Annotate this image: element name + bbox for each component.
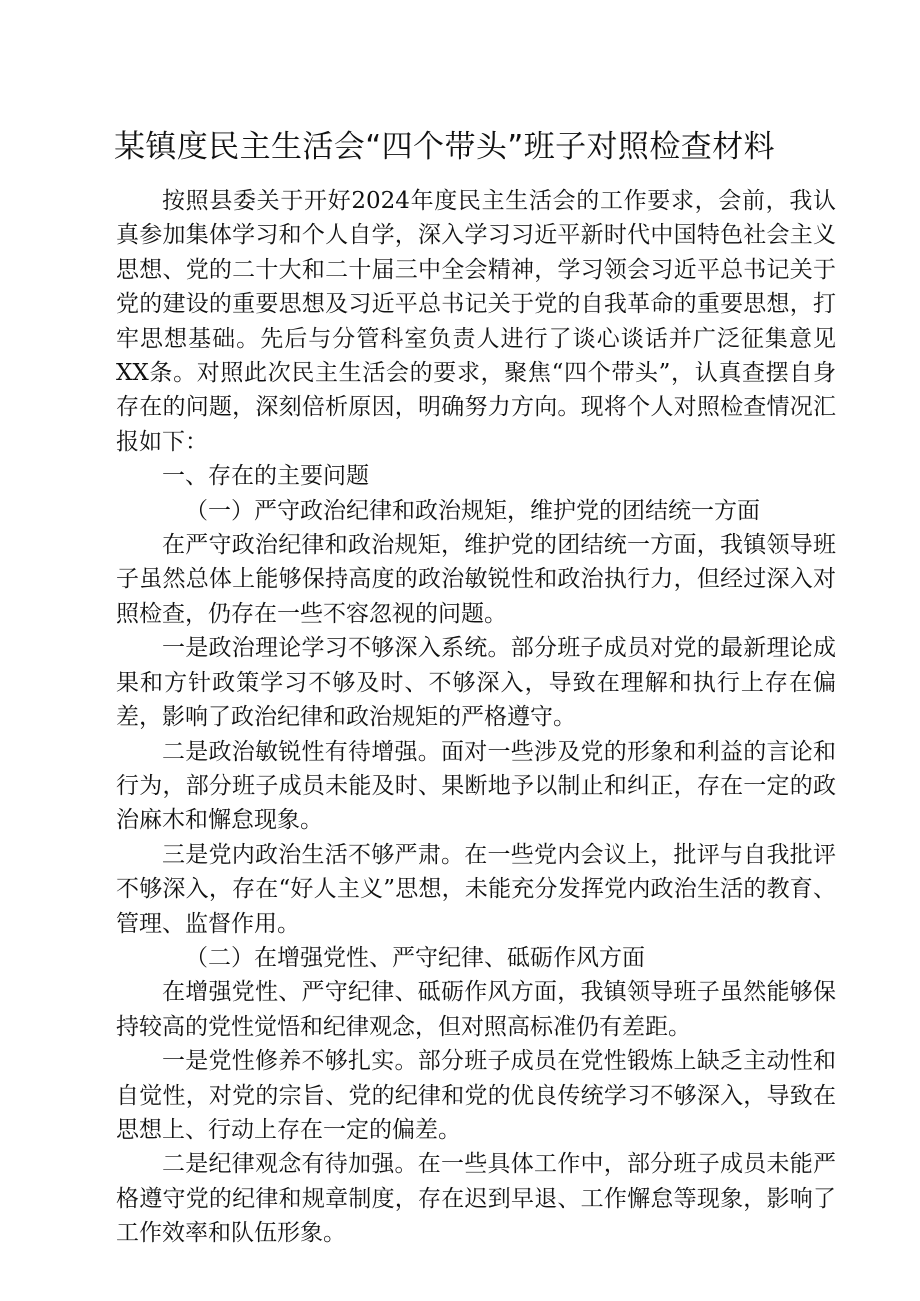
paragraph: 三是党内政治生活不够严肃。在一些党内会议上，批评与自我批评不够深入，存在“好人主义”思想，未能充分发挥党内政治生活的教育、管理、监督作用。 [116, 841, 836, 937]
intro-paragraph: 按照县委关于开好2024年度民主生活会的工作要求，会前，我认真参加集体学习和个人自学，深入学习习近平新时代中国特色社会主义思想、党的二十大和二十届三中全会精神，学习领会习近平总书记关于党的建设的重要思想及习近平总书记关于党的自我革命的重要思想，打牢思想基础。先后与分管科室负责人进行了谈心谈话并广泛征集意见XX条。对照此次民主生活会的要求，聚焦“四个带头”，认真查摆自身存在的问题，深刻倍析原因，明确努力方向。现将个人对照检查情况汇报如下： [116, 188, 836, 455]
paragraph: 一是政治理论学习不够深入系统。部分班子成员对党的最新理论成果和方针政策学习不够及时、不够深入，导致在理解和执行上存在偏差，影响了政治纪律和政治规矩的严格遵守。 [116, 635, 836, 731]
section-heading-problems: 一、存在的主要问题 [162, 463, 369, 490]
paragraph: 二是政治敏锐性有待增强。面对一些涉及党的形象和利益的言论和行为，部分班子成员未能及时、果断地予以制止和纠正，存在一定的政治麻木和懈怠现象。 [116, 738, 836, 834]
subsection-heading-discipline: （一）严守政治纪律和政治规矩，维护党的团结统一方面 [185, 497, 760, 524]
document-body [116, 184, 836, 1251]
paragraph: 在增强党性、严守纪律、砥砺作风方面，我镇领导班子虽然能够保持较高的党性觉悟和纪律观念，但对照高标准仍有差距。 [116, 979, 836, 1040]
paragraph: 在严守政治纪律和政治规矩，维护党的团结统一方面，我镇领导班子虽然总体上能够保持高度的政治敏锐性和政治执行力，但经过深入对照检查，仍存在一些不容忽视的问题。 [116, 532, 836, 627]
subsection-heading-party-spirit: （二）在增强党性、严守纪律、砥砺作风方面 [185, 944, 645, 971]
document-title: 某镇度民主生活会“四个带头”班子对照检查材料 [114, 129, 775, 165]
paragraph: 二是纪律观念有待加强。在一些具体工作中，部分班子成员未能严格遵守党的纪律和规章制度，存在迟到早退、工作懈怠等现象，影响了工作效率和队伍形象。 [116, 1151, 836, 1247]
paragraph: 一是党性修养不够扎实。部分班子成员在党性锻炼上缺乏主动性和自觉性，对党的宗旨、党的纪律和党的优良传统学习不够深入，导致在思想上、行动上存在一定的偏差。 [116, 1048, 836, 1143]
